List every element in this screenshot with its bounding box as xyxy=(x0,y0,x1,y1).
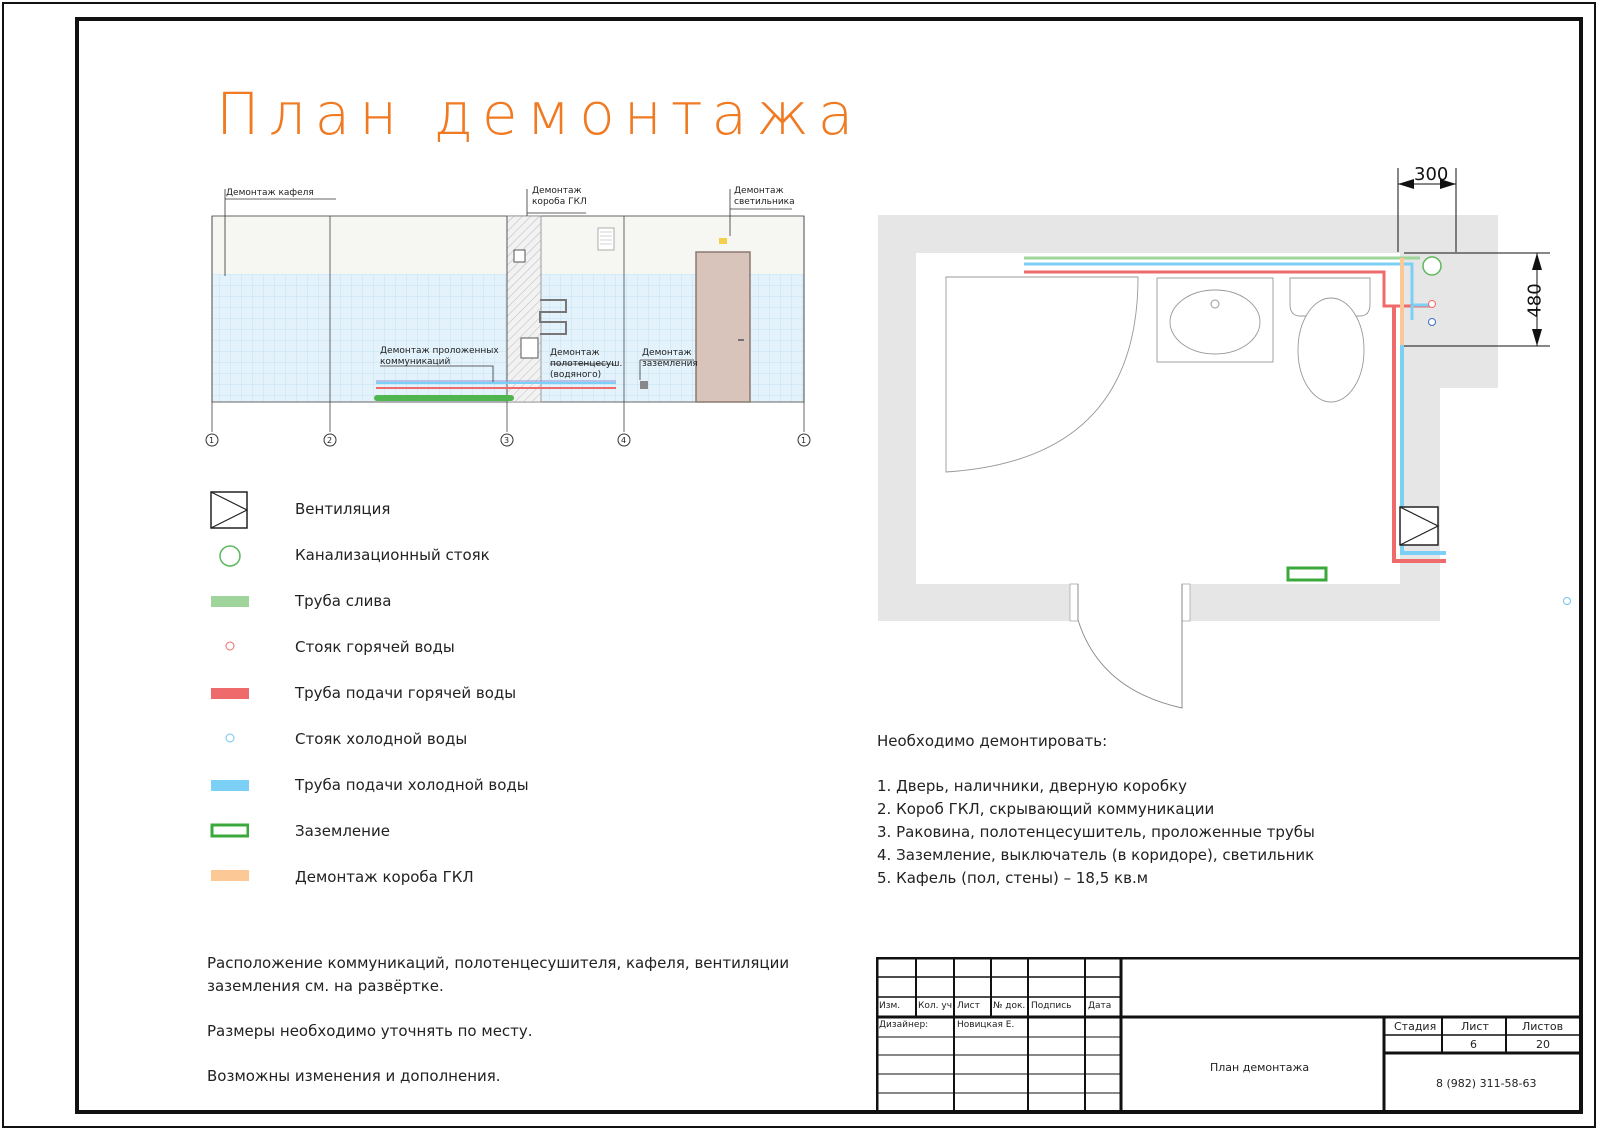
hot-pipe-icon xyxy=(205,674,249,714)
callout-lamp: Демонтаж светильника xyxy=(734,186,795,207)
axis-label: 3 xyxy=(504,436,510,445)
wall-elevation xyxy=(206,189,810,446)
stamp-sheets-label: Листов xyxy=(1522,1020,1564,1033)
elevation-ground-box xyxy=(640,381,648,389)
axis-label: 4 xyxy=(621,436,627,445)
dimension-300: 300 xyxy=(1414,164,1449,185)
note-line: Возможны изменения и дополнения. xyxy=(207,1067,501,1085)
stamp-designer-name: Новицкая Е. xyxy=(957,1020,1015,1030)
note-line: заземления см. на развёртке. xyxy=(207,977,444,995)
plan-sewer-riser xyxy=(1423,257,1441,275)
stamp-phone: 8 (982) 311-58-63 xyxy=(1436,1077,1537,1090)
elevation-switch xyxy=(514,250,525,262)
grounding-icon xyxy=(205,812,249,852)
cold-riser-icon xyxy=(205,720,249,760)
axis-label: 2 xyxy=(327,436,333,445)
callout-gkl-box: Демонтаж короба ГКЛ xyxy=(532,186,587,207)
notes xyxy=(207,952,807,1110)
dimension-480: 480 xyxy=(1524,283,1546,318)
legend-item: Заземление xyxy=(205,812,765,852)
stamp-col-label: Подпись xyxy=(1031,1001,1072,1011)
elevation-socket xyxy=(521,338,538,358)
page-title: План демонтажа xyxy=(216,80,863,148)
callout-tile: Демонтаж кафеля xyxy=(226,188,314,198)
stamp-col-label: Кол. уч. xyxy=(918,1001,955,1011)
callout-ground: Демонтаж заземления xyxy=(642,348,698,369)
demolish-item: 3. Раковина, полотенцесушитель, проложенные трубы xyxy=(877,823,1315,841)
plan-shower-swing xyxy=(946,277,1138,472)
elevation-door xyxy=(696,252,750,402)
axis-label: 1 xyxy=(801,436,807,445)
elevation-drain-pipe xyxy=(374,395,514,401)
plan-cold-riser xyxy=(1429,319,1436,326)
title-block-grid xyxy=(876,957,1583,1114)
note-line: Размеры необходимо уточнять по месту. xyxy=(207,1022,533,1040)
stamp-sheets-value: 20 xyxy=(1536,1038,1550,1051)
elevation-vent xyxy=(598,228,614,250)
title-block xyxy=(876,957,1583,1114)
legend-item: Труба слива xyxy=(205,582,765,622)
sewer-riser-icon xyxy=(205,536,249,576)
gkl-box-hatch xyxy=(507,216,541,402)
hot-riser-icon xyxy=(205,628,249,668)
note-line: Расположение коммуникаций, полотенцесушителя, кафеля, вентиляции xyxy=(207,954,790,972)
stamp-col-label: Лист xyxy=(957,1001,980,1011)
plan-toilet-bowl xyxy=(1298,298,1364,402)
ventilation-icon xyxy=(205,490,249,530)
demolish-item: 1. Дверь, наличники, дверную коробку xyxy=(877,777,1188,795)
gkl-box-icon xyxy=(205,858,249,898)
legend-item: Труба подачи горячей воды xyxy=(205,674,765,714)
demolish-heading: Необходимо демонтировать: xyxy=(877,732,1108,750)
callout-towel: Демонтаж полотенцесуш. (водяного) xyxy=(550,348,623,380)
plan-grounding xyxy=(1288,568,1326,580)
cold-pipe-icon xyxy=(205,766,249,806)
legend-item: Канализационный стояк xyxy=(205,536,765,576)
demolish-item: 5. Кафель (пол, стены) – 18,5 кв.м xyxy=(877,869,1149,887)
legend-item: Стояк горячей воды xyxy=(205,628,765,668)
stamp-col-label: Дата xyxy=(1088,1001,1112,1011)
demolish-item: 2. Короб ГКЛ, скрывающий коммуникации xyxy=(877,800,1215,818)
legend-item: Стояк холодной воды xyxy=(205,720,765,760)
demolish-list xyxy=(877,730,1315,890)
legend-item: Вентиляция xyxy=(205,490,765,530)
axis-label: 1 xyxy=(209,436,215,445)
callout-comms: Демонтаж проложенных коммуникаций xyxy=(380,346,499,367)
stamp-stage-label: Стадия xyxy=(1394,1020,1437,1033)
demolish-item: 4. Заземление, выключатель (в коридоре), светильник xyxy=(877,846,1315,864)
plan-hot-riser xyxy=(1429,301,1436,308)
legend-item: Труба подачи холодной воды xyxy=(205,766,765,806)
stamp-col-label: Изм. xyxy=(879,1001,901,1011)
stamp-col-label: № док. xyxy=(993,1001,1026,1011)
stamp-designer-label: Дизайнер: xyxy=(879,1020,929,1030)
elevation-lamp xyxy=(719,238,727,244)
floor-plan xyxy=(878,168,1571,708)
legend-item: Демонтаж короба ГКЛ xyxy=(205,858,765,898)
drain-pipe-icon xyxy=(205,582,249,622)
plan-door-swing xyxy=(1078,584,1182,708)
stamp-sheet-title: План демонтажа xyxy=(1210,1061,1310,1074)
plan-vent xyxy=(1400,507,1438,545)
stamp-sheet-label: Лист xyxy=(1461,1020,1489,1033)
stamp-sheet-value: 6 xyxy=(1470,1038,1477,1051)
